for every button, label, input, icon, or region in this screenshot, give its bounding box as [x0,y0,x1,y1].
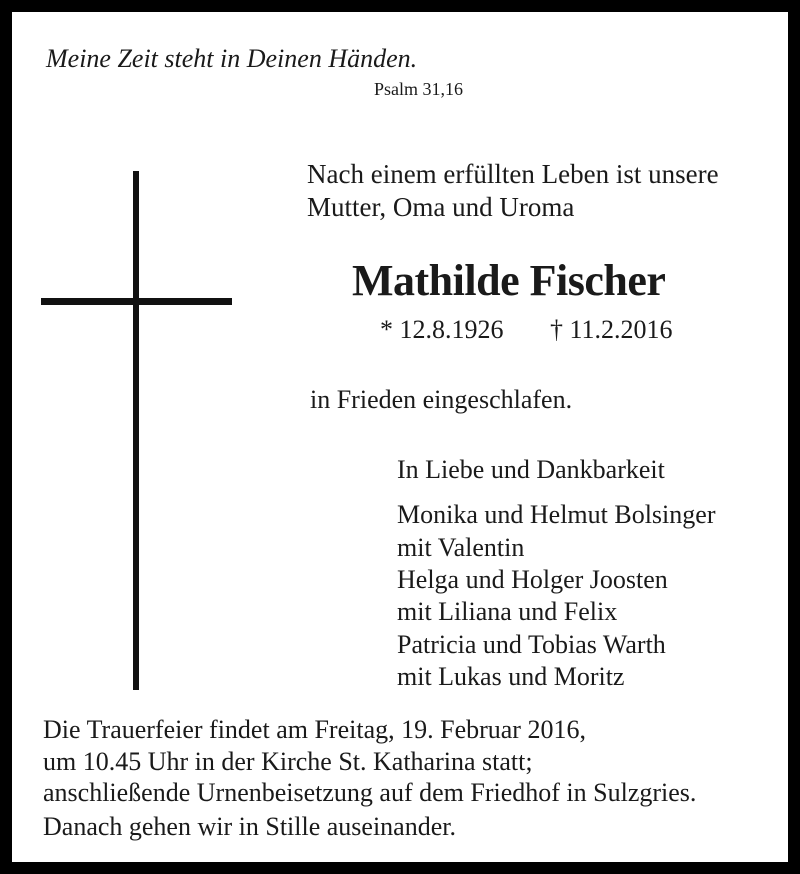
death-date: † 11.2.2016 [550,315,673,344]
service-line: Die Trauerfeier findet am Freitag, 19. Februar 2016, [43,715,586,744]
family-line: Patricia und Tobias Warth [397,630,666,659]
quote-text: Meine Zeit steht in Deinen Händen. [46,44,418,73]
family-line: mit Valentin [397,533,525,562]
intro-line: Mutter, Oma und Uroma [307,192,575,222]
service-line: anschließende Urnenbeisetzung auf dem Friedhof in Sulzgries. [43,778,697,807]
family-line: Helga und Holger Joosten [397,565,668,594]
family-line: Monika und Helmut Bolsinger [397,500,716,529]
passed-text: in Frieden eingeschlafen. [310,385,573,414]
birth-date: * 12.8.1926 [380,315,504,344]
quote-source: Psalm 31,16 [373,79,463,99]
closing-text: In Liebe und Dankbarkeit [397,455,665,484]
deceased-name: Mathilde Fischer [352,256,666,305]
service-line: um 10.45 Uhr in der Kirche St. Katharina statt; [43,747,533,776]
family-line: mit Liliana und Felix [397,597,618,626]
service-line: Danach gehen wir in Stille auseinander. [43,812,456,841]
family-line: mit Lukas und Moritz [397,662,625,691]
intro-line: Nach einem erfüllten Leben ist unsere [307,159,719,189]
